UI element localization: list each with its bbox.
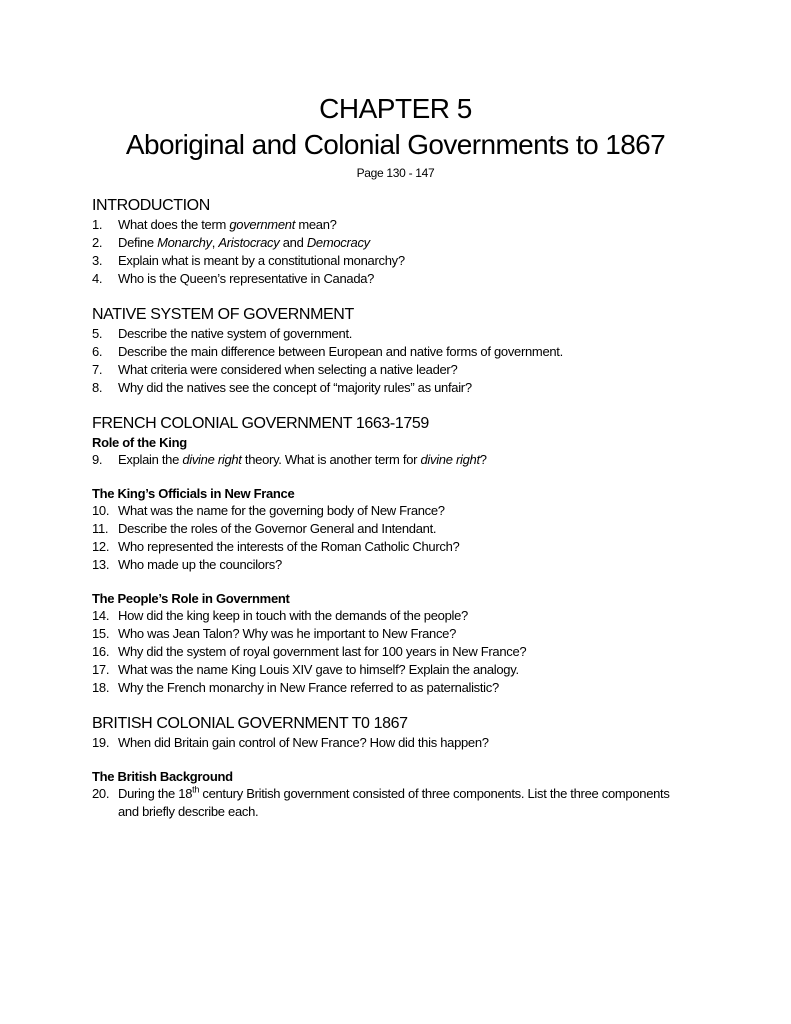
- question-text: Explain what is meant by a constitutional monarchy?: [118, 253, 405, 268]
- question-item: [92, 520, 732, 538]
- question-number: 20.: [92, 786, 110, 801]
- question-text: and briefly describe each.: [118, 804, 259, 819]
- question-content: [92, 196, 732, 821]
- question-text: Who represented the interests of the Roman Catholic Church?: [118, 539, 460, 554]
- question-item: [92, 556, 732, 574]
- question-number: 11.: [92, 521, 109, 536]
- question-list: [92, 451, 732, 469]
- question-number: 18.: [92, 680, 110, 695]
- question-number: 13.: [92, 557, 110, 572]
- question-item: [92, 252, 732, 270]
- chapter-number: CHAPTER 5: [319, 93, 472, 124]
- question-emphasis: divine right: [420, 452, 480, 467]
- subsection-heading: The People’s Role in Government: [92, 591, 290, 606]
- question-item: [92, 734, 732, 752]
- question-item: [92, 538, 732, 556]
- question-text: Describe the native system of government.: [118, 326, 353, 341]
- question-item: [92, 661, 732, 679]
- question-text: Who made up the councilors?: [118, 557, 282, 572]
- question-emphasis: Democracy: [306, 235, 370, 250]
- question-item: [92, 234, 732, 252]
- question-item: [92, 343, 732, 361]
- question-text: How did the king keep in touch with the demands of the people?: [118, 608, 468, 623]
- question-item: [92, 451, 732, 469]
- subsection-heading: Role of the King: [92, 435, 187, 450]
- question-emphasis: Aristocracy: [218, 235, 280, 250]
- question-list: [92, 607, 732, 697]
- question-number: 14.: [92, 608, 110, 623]
- section-native-government: [92, 305, 732, 397]
- question-list: [92, 785, 732, 821]
- question-text: Why did the system of royal government last for 100 years in New France?: [118, 644, 527, 659]
- question-number: 6.: [92, 344, 103, 359]
- question-emphasis: government: [229, 217, 296, 232]
- question-text: Why the French monarchy in New France referred to as paternalistic?: [118, 680, 499, 695]
- question-number: 2.: [92, 235, 103, 250]
- question-number: 4.: [92, 271, 103, 286]
- question-text: Describe the main difference between European and native forms of government.: [118, 344, 563, 359]
- question-list: [92, 734, 732, 752]
- question-emphasis: Monarchy: [157, 235, 212, 250]
- section-heading: FRENCH COLONIAL GOVERNMENT 1663-1759: [92, 415, 429, 432]
- question-emphasis: divine right: [182, 452, 242, 467]
- section-heading: NATIVE SYSTEM OF GOVERNMENT: [92, 306, 354, 323]
- question-text: mean?: [295, 217, 337, 232]
- question-number: 15.: [92, 626, 110, 641]
- question-list: [92, 216, 732, 288]
- question-number: 16.: [92, 644, 110, 659]
- question-item: [92, 379, 732, 397]
- question-number: 1.: [92, 217, 103, 232]
- question-number: 10.: [92, 503, 110, 518]
- question-text: century British government consisted of three components. List the three components: [199, 786, 670, 801]
- question-text: Who is the Queen’s representative in Canada?: [118, 271, 375, 286]
- title-block: [0, 92, 791, 180]
- question-text: ?: [479, 452, 487, 467]
- question-text: Explain the: [118, 452, 183, 467]
- subsection-heading: The British Background: [92, 769, 233, 784]
- question-text: What was the name for the governing body of New France?: [118, 503, 445, 518]
- chapter-title: Aboriginal and Colonial Governments to 1867: [125, 129, 666, 160]
- question-list: [92, 325, 732, 397]
- section-heading: INTRODUCTION: [92, 197, 210, 214]
- question-text: What criteria were considered when selecting a native leader?: [118, 362, 458, 377]
- section-british-government: [92, 714, 732, 821]
- question-item: [92, 325, 732, 343]
- ordinal-suffix: th: [192, 784, 200, 795]
- question-text: What was the name King Louis XIV gave to himself? Explain the analogy.: [118, 662, 519, 677]
- question-text: and: [279, 235, 307, 250]
- question-text: theory. What is another term for: [241, 452, 421, 467]
- question-text: What does the term: [118, 217, 230, 232]
- question-item: [92, 625, 732, 643]
- question-list: [92, 502, 732, 574]
- question-item: [92, 502, 732, 520]
- question-text: Who was Jean Talon? Why was he important to New France?: [118, 626, 457, 641]
- question-number: 8.: [92, 380, 103, 395]
- question-text: Define: [118, 235, 158, 250]
- question-number: 9.: [92, 452, 103, 467]
- question-number: 17.: [92, 662, 110, 677]
- question-item: [92, 679, 732, 697]
- question-item: [92, 785, 732, 821]
- question-number: 3.: [92, 253, 103, 268]
- question-text: Describe the roles of the Governor General and Intendant.: [118, 521, 437, 536]
- question-item: [92, 216, 732, 234]
- question-text: When did Britain gain control of New France? How did this happen?: [118, 735, 489, 750]
- section-heading: BRITISH COLONIAL GOVERNMENT T0 1867: [92, 715, 408, 732]
- question-number: 7.: [92, 362, 103, 377]
- question-item: [92, 643, 732, 661]
- section-introduction: [92, 196, 732, 288]
- question-text: Why did the natives see the concept of “majority rules” as unfair?: [118, 380, 472, 395]
- page-range: Page 130 - 147: [356, 166, 435, 180]
- question-text: During the 18: [118, 786, 193, 801]
- question-item: [92, 607, 732, 625]
- question-number: 19.: [92, 735, 110, 750]
- question-number: 5.: [92, 326, 103, 341]
- question-number: 12.: [92, 539, 110, 554]
- question-item: [92, 270, 732, 288]
- section-french-government: [92, 414, 732, 697]
- question-item: [92, 361, 732, 379]
- subsection-heading: The King’s Officials in New France: [92, 486, 295, 501]
- question-text: ,: [211, 235, 219, 250]
